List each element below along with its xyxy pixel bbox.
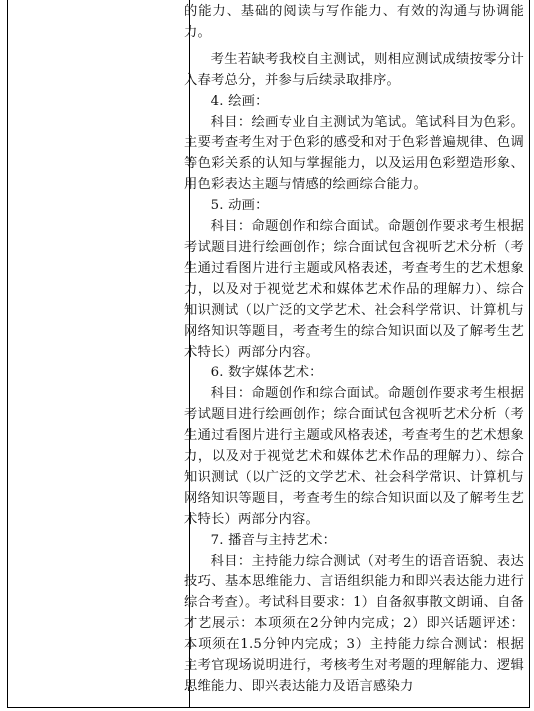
heading-digital-media-art: 6. 数字媒体艺术： (210, 365, 323, 381)
heading-animation: 5. 动画： (210, 198, 269, 214)
table-cell-content (184, 2, 524, 698)
paragraph-animation-subject: 科目：命题创作和综合面试。命题创作要求考生根据考试题目进行绘画创作；综合面试包含视听艺术分析（考生通过看图片进行主题或风格表述，考查考生的艺术想象力，以及对于视觉艺术和媒体艺术作品的理解力）、综合知识测试（以广泛的文学艺术、社会科学常识、计算机与网络知识等题目，考查考生的综合知识面以及了解考生艺术特长）两部分内容。 (184, 219, 524, 360)
paragraph-absence-rule: 考生若缺考我校自主测试，则相应测试成绩按零分计入春考总分，并参与后续录取排序。 (184, 51, 524, 88)
paragraph-digital-media-subject: 科目：命题创作和综合面试。命题创作要求考生根据考试题目进行绘画创作；综合面试包含视听艺术分析（考生通过看图片进行主题或风格表述，考查考生的艺术想象力，以及对于视觉艺术和媒体艺术作品的理解力）、综合知识测试（以广泛的文学艺术、社会科学常识、计算机与网络知识等题目，考查考生的综合知识面以及了解考生艺术特长）两部分内容。 (184, 386, 524, 527)
paragraph-painting-subject: 科目：绘画专业自主测试为笔试。笔试科目为色彩。主要考查考生对于色彩的感受和对于色彩普遍规律、色调等色彩关系的认知与掌握能力，以及运用色彩塑造形象、用色彩表达主题与情感的绘画综合能力。 (184, 114, 524, 193)
paragraph-ability-end: 的能力、基础的阅读与写作能力、有效的沟通与协调能力。 (184, 4, 524, 40)
heading-painting: 4. 绘画： (210, 93, 269, 109)
paragraph-broadcasting-subject: 科目：主持能力综合测试（对考生的语音语貌、表达技巧、基本思维能力、言语组织能力和即兴表达能力进行综合考查）。考试科目要求：1）自备叙事散文朗诵、自备才艺展示：本项须在2分钟内完成；2）即兴话题评述：本项须在1.5分钟内完成；3）主持能力综合测试：根据主考官现场说明进行，考核考生对考题的理解能力、逻辑思维能力、即兴表达能力及语言感染力 (184, 553, 524, 694)
heading-broadcasting-hosting: 7. 播音与主持艺术： (210, 532, 337, 548)
